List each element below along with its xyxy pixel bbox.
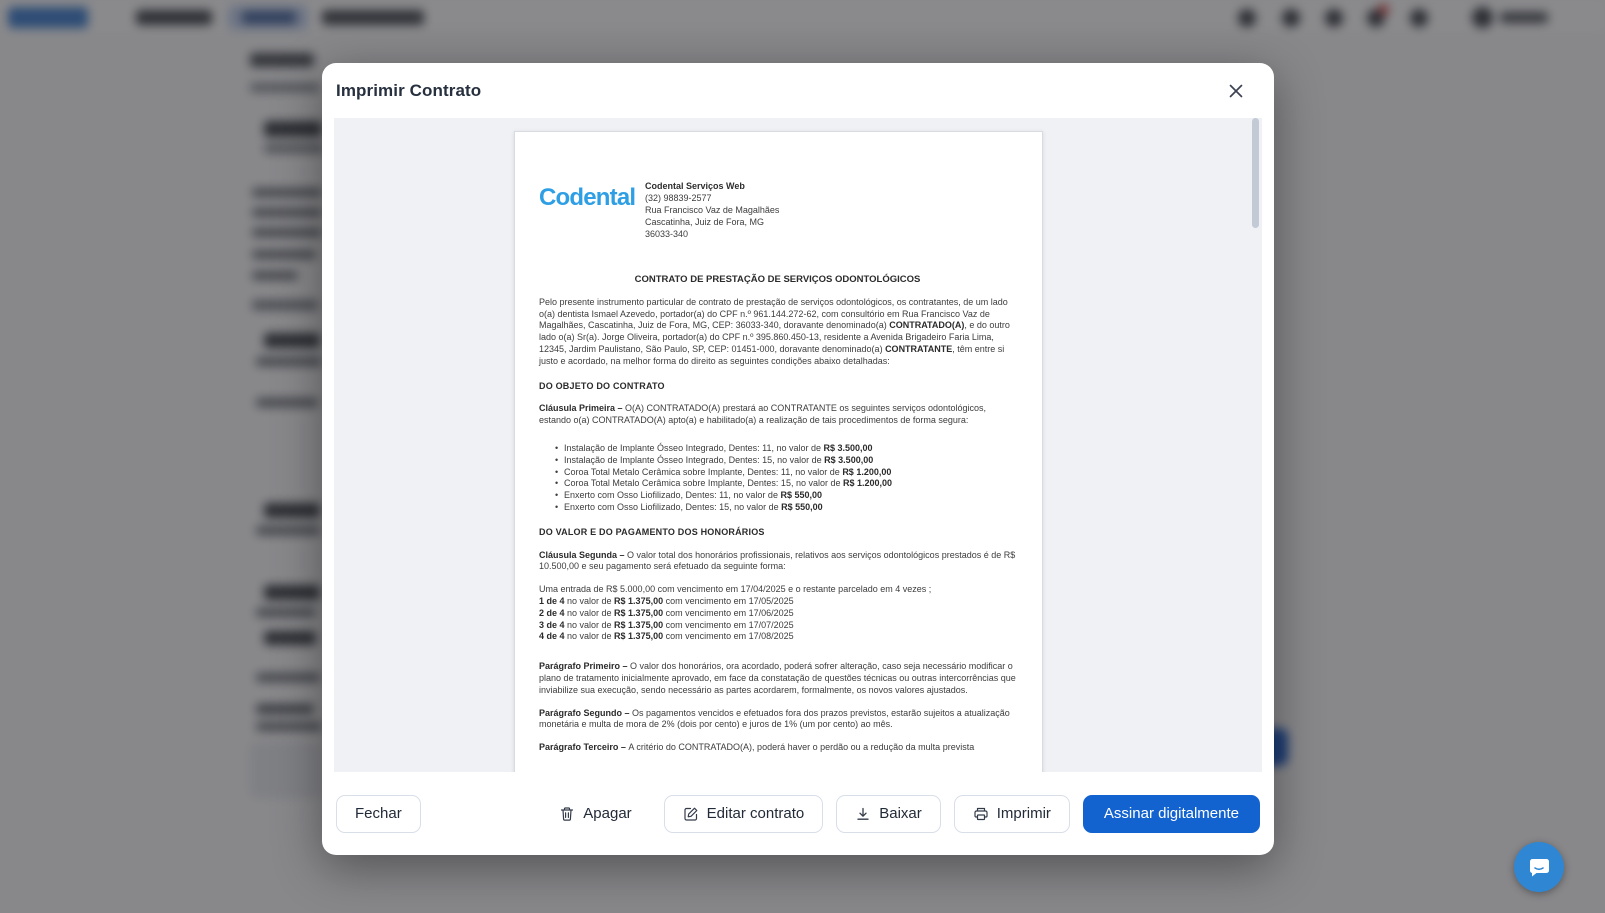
- payment-entry-line: Uma entrada de R$ 5.000,00 com vencimento em 17/04/2025 e o restante parcelado em 4 vezes ;: [539, 584, 932, 595]
- paragrafo-primeiro: Parágrafo Primeiro – O valor dos honorários, ora acordado, poderá sofrer alteração, caso seja necessário modificar o plano de tratamento inicialmente aprovado, em face da constatação de questões técnicas ou outras intercorrências que inviabilize sua execução, sendo necessário as partes acordarem, formalmente, os novos valores ajustados.: [539, 661, 1016, 695]
- baixar-button[interactable]: [836, 795, 941, 833]
- chat-widget-button[interactable]: [1514, 842, 1564, 892]
- preview-scrollbar-thumb[interactable]: [1252, 118, 1259, 228]
- paragrafo-terceiro: Parágrafo Terceiro – A critério do CONTRATADO(A), poderá haver o perdão ou a redução da multa prevista: [539, 742, 975, 753]
- section-heading-objeto: DO OBJETO DO CONTRATO: [539, 380, 665, 391]
- modal-footer: [322, 772, 1274, 855]
- imprimir-label: Imprimir: [996, 805, 1051, 822]
- installment-line: 3 de 4 no valor de R$ 1.375,00 com vencimento em 17/07/2025: [539, 619, 794, 630]
- imprimir-contrato-modal: [322, 63, 1274, 855]
- fechar-label: Fechar: [355, 805, 402, 822]
- service-item: • Enxerto com Osso Liofilizado, Dentes: 11, no valor de R$ 550,00: [555, 490, 1016, 502]
- contract-preview-area[interactable]: [334, 118, 1262, 772]
- service-item: • Enxerto com Osso Liofilizado, Dentes: 15, no valor de R$ 550,00: [555, 502, 1016, 514]
- company-zip: 36033-340: [645, 229, 689, 239]
- company-name: Codental Serviços Web: [645, 181, 745, 191]
- fechar-button[interactable]: [336, 795, 421, 833]
- contract-intro: Pelo presente instrumento particular de contrato de prestação de serviços odontológicos, os contratantes, de um lado o(a) dentista Ismael Azevedo, portador(a) do CPF n.º 961.144.272-62, com consultório em Rua Francisco Vaz de Magalhães, Cascatinha, Juiz de Fora, MG, CEP: 36033-340, doravante denominado(a) CONTRATADO(A), e do outro lado o(a) Sr(a). Jorge Oliveira, portador(a) do CPF n.º 395.860.450-13, residente a Avenida Brigadeiro Faria Lima, 12345, Jardim Paulistano, São Paulo, SP, CEP: 01451-000, doravante denominado(a) CONTRATANTE, têm entre si justo e acordado, na melhor forma do direito as seguintes condições abaixo detalhadas:: [539, 296, 1010, 366]
- close-icon: [1228, 83, 1244, 99]
- apagar-button[interactable]: [540, 795, 650, 833]
- section-heading-valor: DO VALOR E DO PAGAMENTO DOS HONORÁRIOS: [539, 526, 765, 537]
- contract-document-page: [514, 131, 1043, 772]
- trash-icon: [559, 806, 575, 822]
- contract-title: CONTRATO DE PRESTAÇÃO DE SERVIÇOS ODONTOLÓGICOS: [634, 274, 921, 285]
- company-city: Cascatinha, Juiz de Fora, MG: [645, 217, 765, 227]
- preview-scrollbar[interactable]: [1252, 118, 1259, 772]
- modal-header: [322, 63, 1274, 118]
- company-street: Rua Francisco Vaz de Magalhães: [645, 205, 780, 215]
- document-letterhead: [539, 180, 1016, 240]
- edit-icon: [683, 806, 699, 822]
- paragrafo-segundo: Parágrafo Segundo – Os pagamentos vencidos e efetuados fora dos prazos previstos, estarão sujeitos a atualização monetária e multa de mora de 2% (dois por cento) e juros de 1% (um por cento) ao mês.: [539, 707, 1010, 730]
- printer-icon: [973, 806, 989, 822]
- installment-line: 2 de 4 no valor de R$ 1.375,00 com vencimento em 17/06/2025: [539, 607, 794, 618]
- editar-label: Editar contrato: [706, 805, 805, 822]
- chat-bubble-icon: [1526, 854, 1552, 880]
- apagar-label: Apagar: [583, 805, 632, 822]
- service-item: • Coroa Total Metalo Cerâmica sobre Implante, Dentes: 15, no valor de R$ 1.200,00: [555, 478, 1016, 490]
- installment-line: 1 de 4 no valor de R$ 1.375,00 com vencimento em 17/05/2025: [539, 595, 794, 606]
- modal-title: Imprimir Contrato: [336, 80, 482, 100]
- close-button[interactable]: [1222, 77, 1250, 105]
- company-info: [645, 180, 779, 240]
- imprimir-button[interactable]: [954, 795, 1070, 833]
- clausula-primeira: Cláusula Primeira – O(A) CONTRATADO(A) prestará ao CONTRATANTE os seguintes serviços odontológicos, estando o(a) CONTRATADO(A) apto(a) e habilitado(a) a realização de tais procedimentos de forma segura:: [539, 403, 986, 426]
- payment-schedule: [539, 584, 1016, 643]
- service-item: • Instalação de Implante Ósseo Integrado, Dentes: 15, no valor de R$ 3.500,00: [555, 455, 1016, 467]
- codental-logo: Codental: [539, 184, 636, 211]
- editar-contrato-button[interactable]: [664, 795, 824, 833]
- assinar-label: Assinar digitalmente: [1103, 805, 1239, 822]
- service-item: • Instalação de Implante Ósseo Integrado, Dentes: 11, no valor de R$ 3.500,00: [555, 443, 1016, 455]
- clausula-segunda: Cláusula Segunda – O valor total dos honorários profissionais, relativos aos serviços odontológicos prestados é de R$ 10.500,00 e seu pagamento será efetuado da seguinte forma:: [539, 549, 1016, 572]
- baixar-label: Baixar: [879, 805, 922, 822]
- services-list: [539, 443, 1016, 514]
- assinar-digitalmente-button[interactable]: [1083, 795, 1260, 833]
- service-item: • Coroa Total Metalo Cerâmica sobre Implante, Dentes: 11, no valor de R$ 1.200,00: [555, 467, 1016, 479]
- footer-action-group: [540, 795, 1260, 833]
- download-icon: [855, 806, 871, 822]
- installment-line: 4 de 4 no valor de R$ 1.375,00 com vencimento em 17/08/2025: [539, 631, 794, 642]
- company-phone: (32) 98839-2577: [645, 193, 712, 203]
